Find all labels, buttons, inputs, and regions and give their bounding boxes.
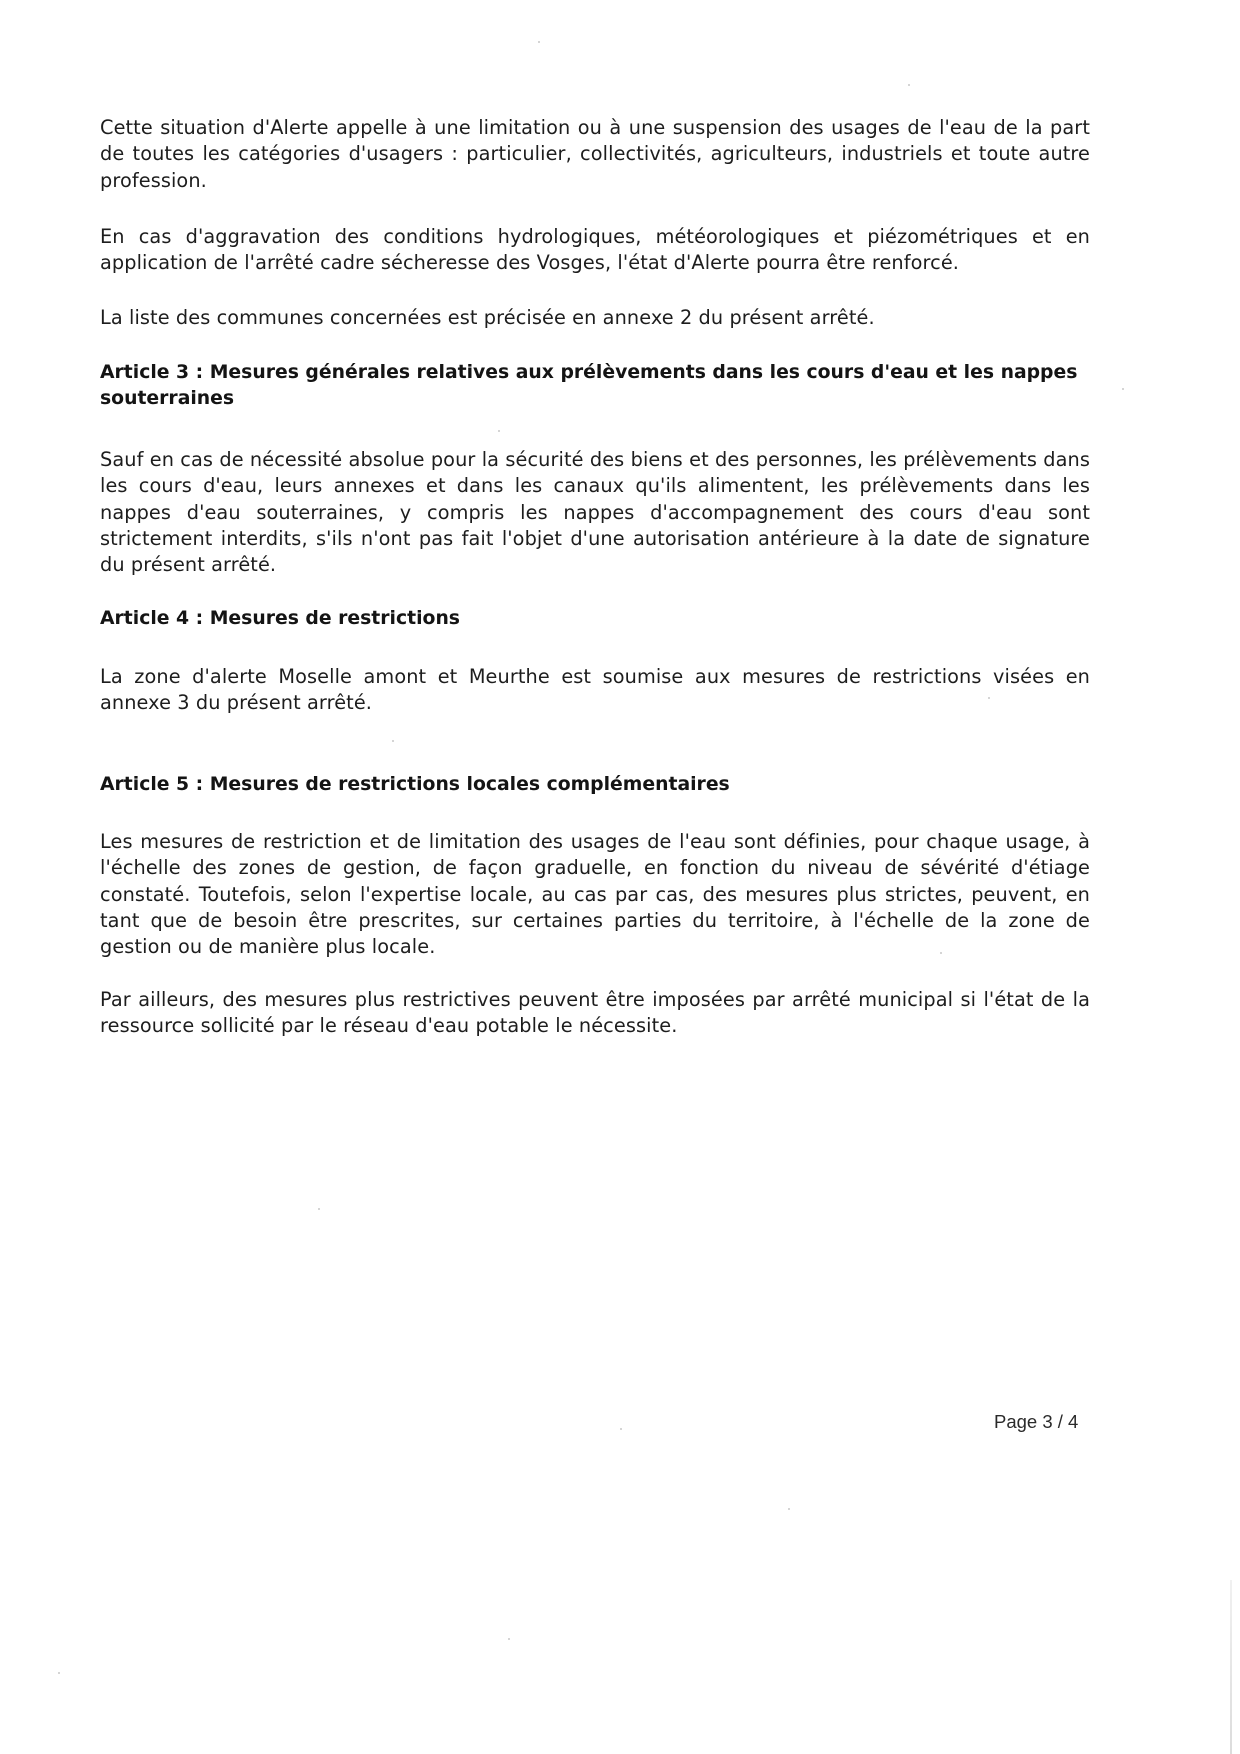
scan-speck	[1122, 388, 1124, 390]
scan-speck	[908, 84, 910, 86]
scan-speck	[620, 1428, 622, 1430]
article-5-heading: Article 5 : Mesures de restrictions locales complémentaires	[100, 774, 730, 795]
paragraph-zone-alerte: La zone d'alerte Moselle amont et Meurthe est soumise aux mesures de restrictions visées en annexe 3 du présent arrêté.	[100, 665, 1090, 715]
paragraph-arrete-municipal: Par ailleurs, des mesures plus restrictives peuvent être imposées par arrêté municipal si l'état de la ressource sollicité par le réseau d'eau potable le nécessite.	[100, 988, 1090, 1038]
page-number: Page 3 / 4	[994, 1411, 1079, 1432]
paragraph-mesures-restriction: Les mesures de restriction et de limitation des usages de l'eau sont définies, pour chaque usage, à l'échelle des zones de gestion, de façon graduelle, en fonction du niveau de sévérité d'étiage constaté. Toutefois, selon l'expertise locale, au cas par cas, des mesures plus strictes, peuvent, en tant que de besoin être prescrites, sur certaines parties du territoire, à l'échelle de la zone de gestion ou de manière plus locale.	[100, 830, 1090, 959]
paragraph-prelevements: Sauf en cas de nécessité absolue pour la sécurité des biens et des personnes, les prélèvements dans les cours d'eau, leurs annexes et dans les canaux qu'ils alimentent, les prélèvements dans les nappes d'eau souterraines, y compris les nappes d'accompagnement des cours d'eau sont strictement interdits, s'ils n'ont pas fait l'objet d'une autorisation antérieure à la date de signature du présent arrêté.	[100, 448, 1090, 577]
scan-speck	[538, 41, 540, 43]
scan-speck	[58, 1672, 60, 1674]
scan-speck	[988, 697, 990, 699]
article-4-heading: Article 4 : Mesures de restrictions	[100, 608, 460, 629]
paragraph-communes-list: La liste des communes concernées est précisée en annexe 2 du présent arrêté.	[100, 306, 875, 329]
scan-edge-shadow	[1230, 1580, 1232, 1754]
scan-speck	[508, 1638, 510, 1640]
scan-speck	[788, 1508, 790, 1510]
paragraph-alerte-situation: Cette situation d'Alerte appelle à une limitation ou à une suspension des usages de l'eau de la part de toutes les catégories d'usagers : particulier, collectivités, agriculteurs, industriels et toute autre profession.	[100, 116, 1090, 192]
scan-speck	[392, 740, 394, 742]
paragraph-aggravation: En cas d'aggravation des conditions hydrologiques, météorologiques et piézométriques et en application de l'arrêté cadre sécheresse des Vosges, l'état d'Alerte pourra être renforcé.	[100, 225, 1090, 275]
scan-speck	[498, 430, 500, 432]
scan-speck	[940, 952, 942, 954]
article-3-heading: Article 3 : Mesures générales relatives aux prélèvements dans les cours d'eau et les nappes souterraines	[100, 362, 1078, 410]
scan-speck	[318, 1208, 320, 1210]
